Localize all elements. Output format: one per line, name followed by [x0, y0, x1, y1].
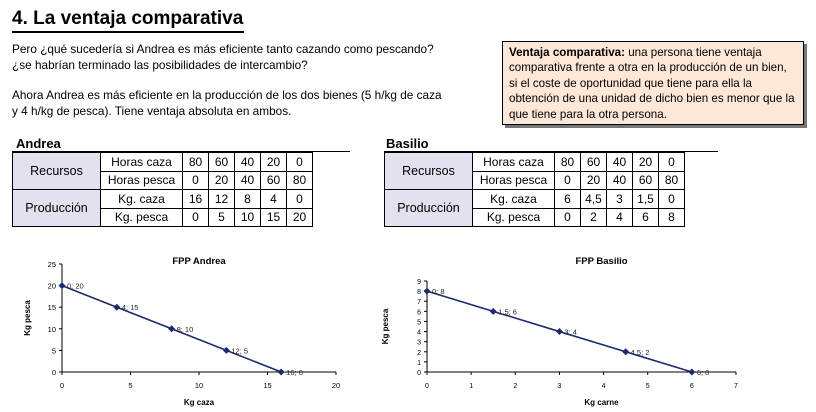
cell: 0: [659, 190, 685, 209]
x-tick-label: 3: [557, 383, 562, 390]
data-point: [113, 304, 120, 311]
cell: 40: [607, 171, 633, 190]
y-tick-label: 25: [47, 260, 56, 269]
cell: 5: [209, 208, 235, 227]
y-tick-label: 7: [417, 299, 421, 307]
y-tick-label: 20: [47, 281, 56, 291]
cell: 6: [633, 208, 659, 227]
y-tick-label: 2: [417, 349, 421, 357]
data-label: 4,5; 2: [630, 347, 650, 357]
group-label: Recursos: [13, 153, 101, 190]
basilio-table: [384, 152, 685, 227]
x-tick-label: 20: [331, 381, 341, 390]
andrea-table: [12, 152, 313, 227]
cell: 6: [555, 190, 581, 209]
cell: 60: [633, 171, 659, 190]
table-row: [385, 190, 685, 209]
definition-box: [502, 41, 804, 125]
group-label: Recursos: [385, 153, 473, 190]
y-tick-label: 4: [417, 329, 421, 337]
fpp-andrea-chart: [20, 248, 360, 410]
fpp-basilio-chart: [378, 248, 748, 410]
intro-paragraph: Pero ¿qué sucedería si Andrea es más eficiente tanto cazando como pescando? ¿se habrían terminado las posibilidades de intercambio?: [12, 42, 434, 72]
basilio-heading: Basilio: [386, 136, 429, 151]
x-tick-label: 7: [734, 383, 738, 390]
x-tick-label: 0: [59, 381, 65, 390]
data-label: 6; 0: [696, 368, 710, 377]
data-point: [490, 308, 497, 315]
cell: 40: [235, 153, 261, 172]
row-label: Kg. pesca: [101, 208, 183, 227]
group-label: Producción: [13, 190, 101, 227]
data-point: [278, 369, 285, 376]
definition-term: Ventaja comparativa:: [509, 46, 625, 59]
cell: 4,5: [581, 190, 607, 209]
cell: 80: [287, 171, 313, 190]
y-tick-label: 5: [51, 346, 56, 356]
page-title: 4. La ventaja comparativa: [12, 8, 244, 29]
table-row: [13, 153, 313, 172]
data-label: 0; 20: [67, 281, 84, 291]
data-label: 1,5; 6: [498, 307, 517, 317]
table-row: [13, 190, 313, 209]
y-tick-label: 6: [417, 309, 421, 317]
cell: 10: [235, 208, 261, 227]
x-tick-label: 5: [645, 383, 650, 390]
data-point: [223, 347, 230, 354]
x-tick-label: 0: [425, 383, 429, 390]
row-label: Horas pesca: [473, 171, 555, 190]
andrea-heading: Andrea: [16, 136, 61, 151]
cell: 4: [607, 208, 633, 227]
row-label: Kg. pesca: [473, 208, 555, 227]
cell: 20: [633, 153, 659, 172]
data-point: [688, 369, 695, 376]
y-tick-label: 0: [417, 370, 421, 377]
table-row: [385, 153, 685, 172]
cell: 2: [581, 208, 607, 227]
row-label: Horas pesca: [101, 171, 183, 190]
y-tick-label: 8: [417, 289, 421, 297]
y-tick-label: 0: [51, 368, 56, 377]
x-tick-label: 10: [194, 381, 204, 390]
cell: 1,5: [633, 190, 659, 209]
y-tick-label: 9: [417, 279, 421, 286]
x-tick-label: 5: [128, 381, 133, 390]
cell: 8: [235, 190, 261, 209]
y-tick-label: 1: [417, 359, 421, 367]
cell: 12: [209, 190, 235, 209]
cell: 0: [287, 190, 313, 209]
y-tick-label: 5: [417, 319, 421, 327]
row-label: Kg. caza: [101, 190, 183, 209]
title-underline: [12, 31, 244, 33]
y-tick-label: 15: [47, 303, 56, 313]
x-axis-label: Kg carne: [584, 398, 619, 407]
cell: 0: [555, 171, 581, 190]
data-point: [556, 328, 563, 335]
cell: 0: [555, 208, 581, 227]
data-label: 8; 10: [176, 324, 194, 334]
cell: 80: [183, 153, 209, 172]
y-axis-label: Kg pesca: [381, 308, 390, 345]
x-axis-label: Kg caza: [183, 398, 215, 407]
cell: 60: [261, 171, 287, 190]
data-label: 0; 8: [432, 287, 445, 297]
cell: 15: [261, 208, 287, 227]
data-point: [424, 288, 431, 295]
x-tick-label: 4: [601, 383, 606, 390]
cell: 40: [235, 171, 261, 190]
x-tick-label: 15: [263, 381, 272, 390]
cell: 20: [261, 153, 287, 172]
data-point: [622, 348, 629, 355]
y-axis-label: Kg pesca: [23, 300, 32, 336]
y-tick-label: 3: [417, 339, 421, 347]
cell: 3: [607, 190, 633, 209]
efficiency-paragraph: Ahora Andrea es más eficiente en la producción de los dos bienes (5 h/kg de caza y 4 h/kg de pesca). Tiene ventaja absoluta en ambos.: [12, 88, 442, 118]
cell: 16: [183, 190, 209, 209]
x-tick-label: 2: [513, 383, 518, 390]
x-tick-label: 6: [689, 383, 694, 390]
cell: 60: [581, 153, 607, 172]
cell: 80: [555, 153, 581, 172]
data-label: 3; 4: [564, 327, 577, 337]
row-label: Horas caza: [473, 153, 555, 172]
cell: 0: [287, 153, 313, 172]
chart-title: FPP Basilio: [575, 256, 628, 267]
definition-text: una persona tiene ventaja comparativa frente a otra en la producción de un bien, si el coste de oportunidad que tiene para ella la obtención de una unidad de dicho bien es menor que la que tiene para la otra persona.: [509, 46, 795, 121]
cell: 80: [659, 171, 685, 190]
data-label: 4; 15: [121, 303, 139, 313]
data-label: 16; 0: [286, 368, 303, 377]
x-tick-label: 1: [469, 383, 474, 390]
cell: 20: [209, 171, 235, 190]
cell: 4: [261, 190, 287, 209]
cell: 20: [581, 171, 607, 190]
row-label: Horas caza: [101, 153, 183, 172]
group-label: Producción: [385, 190, 473, 227]
cell: 0: [659, 153, 685, 172]
cell: 40: [607, 153, 633, 172]
cell: 8: [659, 208, 685, 227]
y-tick-label: 10: [47, 324, 56, 334]
cell: 60: [209, 153, 235, 172]
row-label: Kg. caza: [473, 190, 555, 209]
data-point: [168, 325, 175, 332]
chart-title: FPP Andrea: [172, 256, 226, 267]
cell: 0: [183, 171, 209, 190]
data-point: [59, 282, 66, 289]
cell: 20: [287, 208, 313, 227]
cell: 0: [183, 208, 209, 227]
data-label: 12; 5: [231, 346, 249, 356]
